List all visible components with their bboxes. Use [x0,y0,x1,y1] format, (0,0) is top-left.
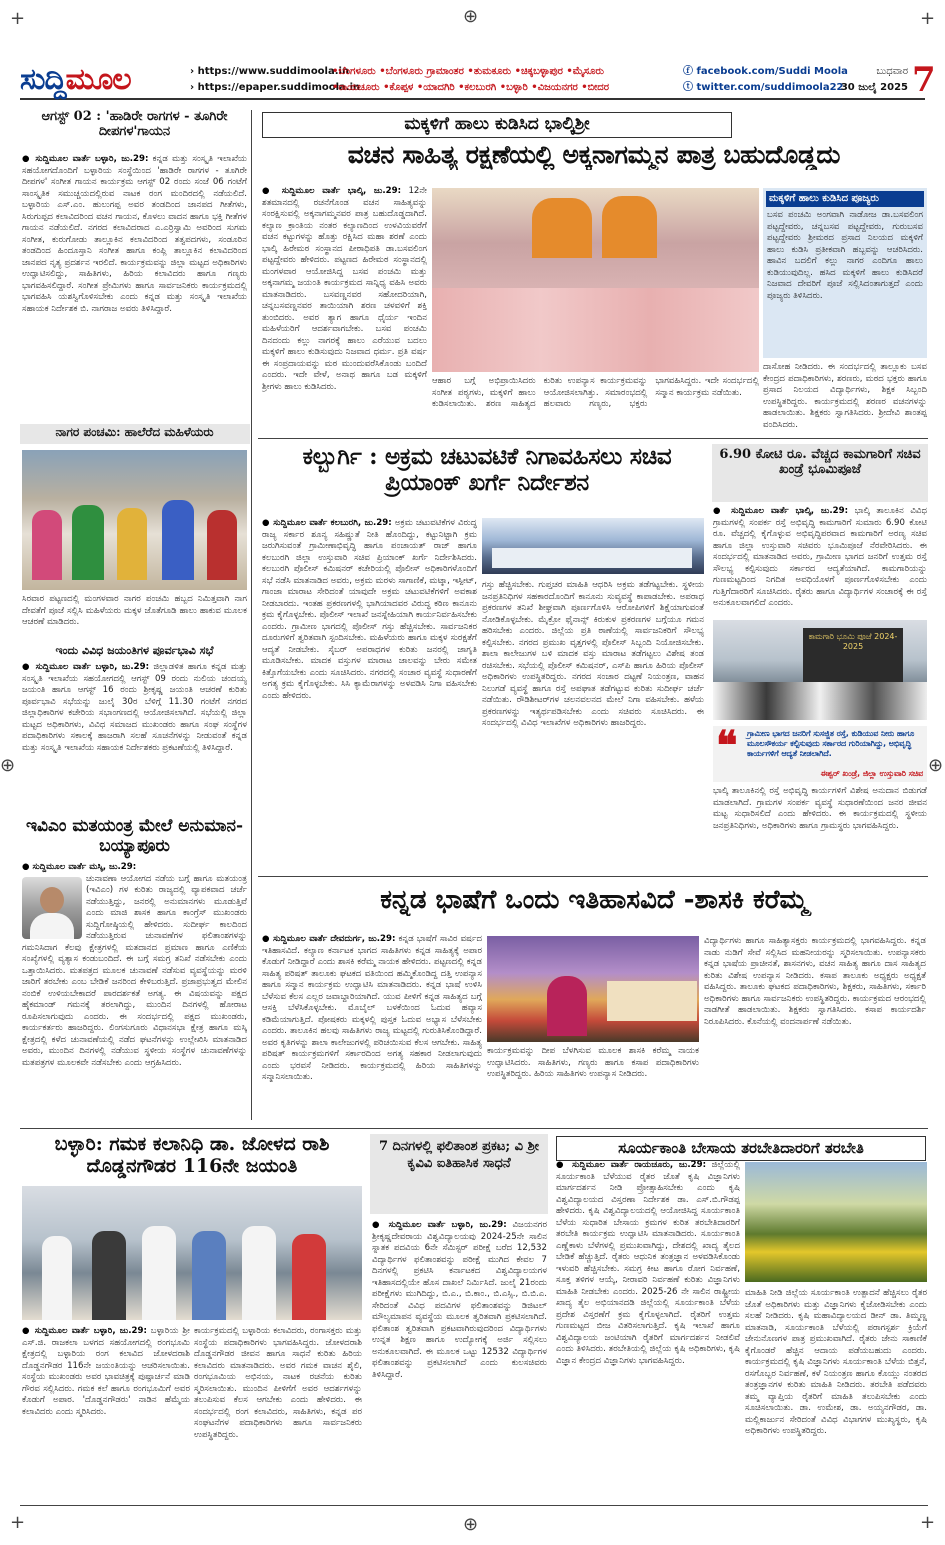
twitter-link[interactable]: ⓣ twitter.com/suddimoola22 [683,82,844,93]
article-body: ● ಸುದ್ದಿಮೂಲ ವಾರ್ತೆ ಕಲಬುರಗಿ, ಜು.29: ಅಕ್ರಮ ಚಟುವಟಿಕೆಗಳ ವಿರುದ್ಧ ರಾಜ್ಯ ಸರ್ಕಾರ ಶೂನ್ಯ ಸಹಿಷ್ಣುತೆ ನೀತಿ ಹೊಂದಿದ್ದು, ಕಟ್ಟುನಿಟ್ಟಾಗಿ ಕ್ರಮ ಜರುಗಿಸುವಂತೆ ಗ್ರಾಮೀಣಾಭಿವೃದ್ಧಿ ಹಾಗೂ ಪಂಚಾಯತ್ ರಾಜ್ ಹಾಗೂ ಕಲಬುರಗಿ ಜಿಲ್ಲಾ ಉಸ್ತುವಾರಿ ಸಚಿವ ಪ್ರಿಯಾಂಕ್ ಖರ್ಗೆ ನಿರ್ದೇಶಿಸಿದರು. ಕಲಬುರಗಿ ಪೊಲೀಸ್ ಕಮಿಷನರ್ ಕಚೇರಿಯಲ್ಲಿ ಪೊಲೀಸ್ ಅಧಿಕಾರಿಗಳೊಂದಿಗೆ ಸಭೆ ನಡೆಸಿ ಮಾತನಾಡಿದ ಅವರು, ಅಕ್ರಮ ಮರಳು ಸಾಗಾಣಿಕೆ, ಮಟ್ಕಾ, ಇಸ್ಪೀಟ್, ಗಾಂಜಾ ಮಾರಾಟ ಸೇರಿದಂತೆ ಯಾವುದೇ ಅಕ್ರಮ ಚಟುವಟಿಕೆಗಳಿಗೆ ಅವಕಾಶ ನೀಡಬಾರದು. ಇಂತಹ ಪ್ರಕರಣಗಳಲ್ಲಿ ಭಾಗಿಯಾದವರ ವಿರುದ್ಧ ಕಠಿಣ ಕಾನೂನು ಕ್ರಮ ಕೈಗೊಳ್ಳಬೇಕು. ಪೊಲೀಸ್ ಇಲಾಖೆ ಜನಸ್ನೇಹಿಯಾಗಿ ಕಾರ್ಯನಿರ್ವಹಿಸಬೇಕು ಎಂದರು. ಗ್ರಾಮೀಣ ಭಾಗದಲ್ಲಿ ಪೊಲೀಸ್ ಗಸ್ತು ಹೆಚ್ಚಿಸಬೇಕು. ಸಾರ್ವಜನಿಕರ ದೂರುಗಳಿಗೆ ತ್ವರಿತವಾಗಿ ಸ್ಪಂದಿಸಬೇಕು. ಮಹಿಳೆಯರು ಹಾಗೂ ಮಕ್ಕಳ ಸುರಕ್ಷತೆಗೆ ಆದ್ಯತೆ ನೀಡಬೇಕು. ಸೈಬರ್ ಅಪರಾಧಗಳ ಕುರಿತು ಜನರಲ್ಲಿ ಜಾಗೃತಿ ಮೂಡಿಸಬೇಕು. ಮಾದಕ ವಸ್ತುಗಳ ಮಾರಾಟ ಜಾಲವನ್ನು ಬೇರು ಸಮೇತ ಕಿತ್ತೊಗೆಯಬೇಕು ಎಂದು ಸೂಚಿಸಿದರು. ನಗರದಲ್ಲಿ ಸಂಚಾರ ವ್ಯವಸ್ಥೆ ಸುಧಾರಣೆಗೆ ಅಗತ್ಯ ಕ್ರಮ ಕೈಗೊಳ್ಳಬೇಕು. ಸಿಸಿ ಕ್ಯಾಮೆರಾಗಳನ್ನು ಅಳವಡಿಸಿ ನಿಗಾ ವಹಿಸಬೇಕು ಎಂದು ಹೇಳಿದರು. [262,518,477,701]
quote-text: ಗ್ರಾಮೀಣ ಭಾಗದ ಜನರಿಗೆ ಸುಸಜ್ಜಿತ ರಸ್ತೆ, ಕುಡಿಯುವ ನೀರು ಹಾಗೂ ಮೂಲಸೌಕರ್ಯ ಕಲ್ಪಿಸುವುದು ಸರ್ಕಾರದ ಗುರಿಯಾಗಿದ್ದು, ಅಭಿವೃದ್ಧಿ ಕಾರ್ಯಗಳಿಗೆ ಆದ್ಯತೆ ನೀಡಲಾಗಿದೆ. [747,729,915,758]
epaper-url[interactable]: › https://epaper.suddimoola.in [190,82,361,93]
story-headline: 7 ದಿನಗಳಲ್ಲಿ ಫಲಿತಾಂಶ ಪ್ರಕಟ; ವಿ ಶ್ರೀ ಕೃವಿವಿ ಐತಿಹಾಸಿಕ ಸಾಧನೆ [378,1139,540,1171]
article-body: ● ಸುದ್ದಿಮೂಲ ವಾರ್ತೆ ಭಾಲ್ಕಿ, ಜು.29: 12ನೇ ಶತಮಾನದಲ್ಲಿ ರಚನೆಗೊಂಡ ವಚನ ಸಾಹಿತ್ಯವನ್ನು ಸಂರಕ್ಷಿಸುವಲ್ಲಿ ಅಕ್ಕನಾಗಮ್ಮನವರ ಪಾತ್ರ ಬಹುದೊಡ್ಡದಾಗಿದೆ. ಕಲ್ಯಾಣ ಕ್ರಾಂತಿಯ ನಂತರ ಕಲ್ಯಾಣದಿಂದ ಉಳವಿಯವರೆಗೆ ವಚನ ಕಟ್ಟುಗಳನ್ನು ಹೊತ್ತು ರಕ್ಷಿಸಿದ ಮಹಾ ಶರಣೆ ಎಂದು ಭಾಲ್ಕಿ ಹಿರೇಮಠ ಸಂಸ್ಥಾನದ ಪೀಠಾಧಿಪತಿ ಡಾ.ಬಸವಲಿಂಗ ಪಟ್ಟದ್ದೇವರು ಹೇಳಿದರು. ಪಟ್ಟಣದ ಹಿರೇಮಠ ಸಂಸ್ಥಾನದಲ್ಲಿ ಮಂಗಳವಾರ ಆಯೋಜಿಸಿದ್ದ ಬಸವ ಪಂಚಮಿ ಮತ್ತು ಅಕ್ಕನಾಗಮ್ಮ ಜಯಂತಿ ಕಾರ್ಯಕ್ರಮದ ಸಾನ್ನಿಧ್ಯ ವಹಿಸಿ ಅವರು ಮಾತನಾಡಿದರು. ಬಸವಣ್ಣನವರ ಸಹೋದರಿಯಾಗಿ, ಚನ್ನಬಸವಣ್ಣನವರ ತಾಯಿಯಾಗಿ ಶರಣ ಚಳವಳಿಗೆ ಶಕ್ತಿ ತುಂಬಿದರು. ಅವರ ತ್ಯಾಗ ಹಾಗೂ ಧೈರ್ಯ ಇಂದಿನ ಮಹಿಳೆಯರಿಗೆ ಆದರ್ಶವಾಗಬೇಕು. ಬಸವ ಪಂಚಮಿ ದಿನದಂದು ಕಲ್ಲು ನಾಗರಕ್ಕೆ ಹಾಲು ಎರೆಯುವ ಬದಲು ಮಕ್ಕಳಿಗೆ ಹಾಲು ಕುಡಿಸುವುದು ನಿಜವಾದ ಧರ್ಮ. ಪ್ರತಿ ವರ್ಷ ಈ ಸಂಪ್ರದಾಯವನ್ನು ಮಠ ಮುಂದುವರೆಸಿಕೊಂಡು ಬಂದಿದೆ ಎಂದರು. ಇದೇ ವೇಳೆ, ಅನಾಥ ಹಾಗೂ ಬಡ ಮಕ್ಕಳಿಗೆ ಶ್ರೀಗಳು ಹಾಲು ಕುಡಿಸಿದರು. [262,186,427,392]
facebook-link[interactable]: ⓕ facebook.com/Suddi Moola [683,66,848,77]
quote-attribution: ಈಶ್ವರ್ ಖಂಡ್ರೆ, ಜಿಲ್ಲಾ ಉಸ್ತುವಾರಿ ಸಚಿವ [820,769,923,778]
children-milk-photo [432,188,759,372]
twitter-icon: ⓣ [683,82,693,93]
page-number: 7 [912,60,936,100]
nagara-panchami-photo [22,450,247,590]
sunflower-field-photo [745,1162,927,1282]
article-body: ● ಸುದ್ದಿಮೂಲ ವಾರ್ತೆ ಬಳ್ಳಾರಿ, ಜು.29: ಕನ್ನಡ ಮತ್ತು ಸಂಸ್ಕೃತಿ ಇಲಾಖೆಯ ಸಹಯೋಗದೊಂದಿಗೆ ಬಳ್ಳಾರಿಯ ಸಂಸ್ಥೆಯಿಂದ 'ಹಾಡಿರೇ ರಾಗಗಳ - ತೂಗಿರೇ ದೀಪಗಳ' ಸಂಗೀತ ಗಾಯನ ಕಾರ್ಯಕ್ರಮ ಆಗಸ್ಟ್ 02 ರಂದು ಸಂಜೆ 06 ಗಂಟೆಗೆ ಸಾಂಸ್ಕೃತಿಕ ಸಮುಚ್ಚಯದಲ್ಲಿರುವ ನಾಟಕ ರಂಗ ಮಂದಿರದಲ್ಲಿ ನಡೆಯಲಿದೆ. ಬಳ್ಳಾರಿಯ ಎಸ್.ಎಂ. ಹುಲುಗಪ್ಪ ಅವರ ತಂಡದಿಂದ ಜಾನಪದ ಗೀತೆಗಳು, ಸಿರುಗುಪ್ಪದ ಕಲಾವಿದರಿಂದ ವಚನ ಗಾಯನ, ಕೊಳಲು ವಾದನ ಹಾಗೂ ಭಕ್ತಿ ಗೀತೆಗಳ ಗಾಯನ ನಡೆಯಲಿದೆ. ನಗರದ ಕಲಾವಿದರಾದ ಎ.ಎರ್ರಿಸ್ವಾಮಿ ಅವರಿಂದ ಸುಗಮ ಸಂಗೀತ, ಕುರುಗೋಡು ತಾಲ್ಲೂಕಿನ ಕಲಾವಿದರಿಂದ ತತ್ವಪದಗಳು, ಸಂಡೂರಿನ ತಂಡದಿಂದ ಹಿಂದೂಸ್ತಾನಿ ಸಂಗೀತ ಹಾಗೂ ಕಂಪ್ಲಿ ತಾಲ್ಲೂಕಿನ ಕಲಾವಿದರಿಂದ ಜಾನಪದ ನೃತ್ಯ ಪ್ರದರ್ಶನ ಇರಲಿದೆ. ಕಾರ್ಯಕ್ರಮವನ್ನು ಜಿಲ್ಲಾ ಮಟ್ಟದ ಅಧಿಕಾರಿಗಳು ಉದ್ಘಾಟಿಸಲಿದ್ದು, ಸಾಹಿತಿಗಳು, ಹಿರಿಯ ಕಲಾವಿದರು ಹಾಗೂ ಗಣ್ಯರು ಭಾಗವಹಿಸಲಿದ್ದಾರೆ. ಸಂಗೀತ ಪ್ರೇಮಿಗಳು ಹಾಗೂ ಸಾರ್ವಜನಿಕರು ಕಾರ್ಯಕ್ರಮದಲ್ಲಿ ಭಾಗವಹಿಸಿ ಯಶಸ್ವಿಗೊಳಿಸಬೇಕು ಎಂದು ಕನ್ನಡ ಮತ್ತು ಸಂಸ್ಕೃತಿ ಇಲಾಖೆಯ ಸಹಾಯಕ ನಿರ್ದೇಶಕ ಬಿ. ನಾಗರಾಜ ಅವರು ತಿಳಿಸಿದ್ದಾರೆ. [22,154,247,314]
article-headline: ಇವಿಎಂ ಮತಯಂತ್ರ ಮೇಲೆ ಅನುಮಾನ- ಬಯ್ಯಾಪೂರು [25,816,244,856]
registration-mark: ⊕ [463,6,479,27]
article-body: ● ಸುದ್ದಿಮೂಲ ವಾರ್ತೆ ಬಳ್ಳಾರಿ, ಜು.29: ಬಳ್ಳಾರಿಯ ಶ್ರೀ ಎಸ್.ಜಿ. ರಾಜಕಲಾ ಬಳಗದ ಸಹಯೋಗದಲ್ಲಿ ರಂಗಭೂಮಿ ಕ್ಷೇತ್ರದಲ್ಲಿ ಬಳ್ಳಾರಿಯ ರಂಗ ಕಲಾವಿದ ಜೋಳದರಾಶಿ ದೊಡ್ಡನಗೌಡರ 116ನೇ ಜಯಂತಿಯನ್ನು ಆಚರಿಸಲಾಯಿತು. ಸಂಸ್ಥೆಯ ಮುಖಂಡರು ಅವರ ಭಾವಚಿತ್ರಕ್ಕೆ ಪುಷ್ಪಾರ್ಚನೆ ಮಾಡಿ ಗೌರವ ಸಲ್ಲಿಸಿದರು. ಗಮಕ ಕಲೆ ಹಾಗೂ ರಂಗಭೂಮಿಗೆ ಅವರ ಕೊಡುಗೆ ಅಪಾರ. 'ದೊಡ್ಡನಗೌಡರು' ನಾಡಿನ ಹೆಮ್ಮೆಯ ಕಲಾವಿದರು ಎಂದು ಸ್ಮರಿಸಿದರು. [22,1326,190,1417]
article-body: ● ಸುದ್ದಿಮೂಲ ವಾರ್ತೆ ರಾಯಚೂರು, ಜು.29: ಜಿಲ್ಲೆಯಲ್ಲಿ ಸೂರ್ಯಕಾಂತಿ ಬೆಳೆಯುವ ರೈತರ ಜೊತೆ ಕೃಷಿ ವಿಜ್ಞಾನಿಗಳು ಮಾರ್ಗದರ್ಶನ ನೀಡಿ ಪ್ರೋತ್ಸಾಹಿಸಬೇಕು ಎಂದು ಕೃಷಿ ವಿಶ್ವವಿದ್ಯಾಲಯದ ವಿಸ್ತರಣಾ ನಿರ್ದೇಶಕ ಡಾ. ಎಸ್.ಬಿ.ಗೌಡಪ್ಪ ಹೇಳಿದರು. ಕೃಷಿ ವಿಶ್ವವಿದ್ಯಾಲಯದಲ್ಲಿ ಆಯೋಜಿಸಿದ್ದ ಸೂರ್ಯಕಾಂತಿ ಬೆಳೆಯ ಸುಧಾರಿತ ಬೇಸಾಯ ಕ್ರಮಗಳ ಕುರಿತ ತರಬೇತಿದಾರರಿಗೆ ತರಬೇತಿ ಕಾರ್ಯಕ್ರಮ ಉದ್ಘಾಟಿಸಿ ಮಾತನಾಡಿದರು. ಸೂರ್ಯಕಾಂತಿ ಎಣ್ಣೆಕಾಳು ಬೆಳೆಗಳಲ್ಲಿ ಪ್ರಮುಖವಾಗಿದ್ದು, ದೇಶದಲ್ಲಿ ಖಾದ್ಯ ತೈಲದ ಬೇಡಿಕೆ ಹೆಚ್ಚುತ್ತಿದೆ. ರೈತರು ಆಧುನಿಕ ತಂತ್ರಜ್ಞಾನ ಅಳವಡಿಸಿಕೊಂಡು ಇಳುವರಿ ಹೆಚ್ಚಿಸಬೇಕು. ಸಮಗ್ರ ಕೀಟ ಹಾಗೂ ರೋಗ ನಿರ್ವಹಣೆ, ಸೂಕ್ತ ತಳಿಗಳ ಆಯ್ಕೆ, ನೀರಾವರಿ ನಿರ್ವಹಣೆ ಕುರಿತು ವಿಜ್ಞಾನಿಗಳು ಮಾಹಿತಿ ನೀಡಬೇಕು ಎಂದರು. 2025-26 ನೇ ಸಾಲಿನ ರಾಷ್ಟ್ರೀಯ ಖಾದ್ಯ ತೈಲ ಅಭಿಯಾನದಡಿ ಜಿಲ್ಲೆಯಲ್ಲಿ ಸೂರ್ಯಕಾಂತಿ ಬೆಳೆಯ ಪ್ರದೇಶ ವಿಸ್ತರಣೆಗೆ ಕ್ರಮ ಕೈಗೊಳ್ಳಲಾಗಿದೆ. ರೈತರಿಗೆ ಉತ್ತಮ ಗುಣಮಟ್ಟದ ಬೀಜ ವಿತರಿಸಲಾಗುತ್ತಿದೆ. ಕೃಷಿ ಇಲಾಖೆ ಹಾಗೂ ವಿಶ್ವವಿದ್ಯಾಲಯ ಜಂಟಿಯಾಗಿ ರೈತರಿಗೆ ಮಾರ್ಗದರ್ಶನ ನೀಡಲಿವೆ ಎಂದು ತಿಳಿಸಿದರು. ತರಬೇತಿಯಲ್ಲಿ ಜಿಲ್ಲೆಯ ಕೃಷಿ ಅಧಿಕಾರಿಗಳು, ಕೃಷಿ ವಿಜ್ಞಾನ ಕೇಂದ್ರದ ವಿಜ್ಞಾನಿಗಳು ಭಾಗವಹಿಸಿದ್ದರು. [556,1160,740,1366]
registration-mark: + [920,1512,936,1533]
sidebar-headline: ಮಕ್ಕಳಿಗೆ ಹಾಲು ಕುಡಿಸಿದ ಪೂಜ್ಯರು [766,191,924,207]
issue-date: ಬುಧವಾರ 30 ಜುಲೈ 2025 [840,66,908,93]
photo-caption: ಸಿರವಾರ ಪಟ್ಟಣದಲ್ಲಿ ಮಂಗಳವಾರ ನಾಗರ ಪಂಚಮಿ ಹಬ್ಬದ ನಿಮಿತ್ತವಾಗಿ ನಾಗ ದೇವತೆಗೆ ಪೂಜೆ ಸಲ್ಲಿಸಿ ಮಹಿಳೆಯರು ಮಕ್ಕಳ ಜೊತೆಗೂಡಿ ಹಾಲು ಹಾಕುವ ಮೂಲಕ ಆಚರಣೆ ಮಾಡಿದರು. [22,594,247,627]
article-headline: ಆಗಸ್ಟ್ 02 : 'ಹಾಡಿರೇ ರಾಗಗಳ - ತೂಗಿರೇ ದೀಪಗಳ'ಗಾಯನ [41,109,228,139]
story-headline: 6.90 ಕೋಟಿ ರೂ. ವೆಚ್ಚದ ಕಾಮಗಾರಿಗೆ ಸಚಿವ ಖಂಡ್ರೆ ಭೂಮಿಪೂಜೆ [719,447,921,477]
article-body: ಕಾರ್ಯಕ್ರಮದಲ್ಲಿ ಬಳ್ಳಾರಿಯ ಕಲಾವಿದರು, ರಂಗಾಸಕ್ತರು ಮತ್ತು ಸಂಸ್ಥೆಯ ಪದಾಧಿಕಾರಿಗಳು ಭಾಗವಹಿಸಿದ್ದರು. ಜೋಳದರಾಶಿ ದೊಡ್ಡನಗೌಡರ ಜೀವನ ಹಾಗೂ ಸಾಧನೆ ಕುರಿತು ಹಿರಿಯ ಕಲಾವಿದರು ಮಾತನಾಡಿದರು. ಅವರ ಗಮಕ ವಾಚನ ಶೈಲಿ, ರಂಗಭೂಮಿಯ ಅಭಿನಯ, ನಾಟಕ ರಚನೆಯ ಕುರಿತು ಸ್ಮರಿಸಲಾಯಿತು. ಮುಂದಿನ ಪೀಳಿಗೆಗೆ ಅವರ ಆದರ್ಶಗಳನ್ನು ತಲುಪಿಸುವ ಕೆಲಸ ಆಗಬೇಕು ಎಂದು ಹೇಳಿದರು. ಈ ಸಂದರ್ಭದಲ್ಲಿ ರಂಗ ಕಲಾವಿದರು, ಸಾಹಿತಿಗಳು, ಕನ್ನಡ ಪರ ಸಂಘಟನೆಗಳ ಪದಾಧಿಕಾರಿಗಳು ಹಾಗೂ ಸಾರ್ವಜನಿಕರು ಉಪಸ್ಥಿತರಿದ್ದರು. [194,1326,362,1440]
quote-icon: ❝ [716,722,738,769]
story-headline: ಸೂರ್ಯಕಾಂತಿ ಬೇಸಾಯ ತರಬೇತಿದಾರರಿಗೆ ತರಬೇತಿ [556,1136,926,1161]
photo-caption: ಕಾರ್ಯಕ್ರಮವನ್ನು ದೀಪ ಬೆಳಗಿಸುವ ಮೂಲಕ ಶಾಸಕಿ ಕರೆಮ್ಮ ನಾಯಕ ಉದ್ಘಾಟಿಸಿದರು. ಸಾಹಿತಿಗಳು, ಗಣ್ಯರು ಹಾಗೂ ಕಸಾಪ ಪದಾಧಿಕಾರಿಗಳು ಉಪಸ್ಥಿತರಿದ್ದರು. ಹಿರಿಯ ಸಾಹಿತಿಗಳು ಉಪನ್ಯಾಸ ನೀಡಿದರು. [487,1046,699,1079]
story-headline: ಕಲ್ಬುರ್ಗಿ : ಅಕ್ರಮ ಚಟುವಟಿಕೆ ನಿಗಾವಹಿಸಲು ಸಚಿವ ಪ್ರಿಯಾಂಕ್ ಖರ್ಗೆ ನಿರ್ದೇಶನ [302,443,672,497]
article-body: ● ಸುದ್ದಿಮೂಲ ವಾರ್ತೆ ಭಾಲ್ಕಿ, ಜು.29: ಭಾಲ್ಕಿ ತಾಲೂಕಿನ ವಿವಿಧ ಗ್ರಾಮಗಳಲ್ಲಿ ಸಂಪರ್ಕ ರಸ್ತೆ ಅಭಿವೃದ್ಧಿ ಕಾಮಗಾರಿಗೆ ಸುಮಾರು 6.90 ಕೋಟಿ ರೂ. ವೆಚ್ಚದಲ್ಲಿ ಕೈಗೊಳ್ಳುವ ಅಭಿವೃದ್ಧಿಪರವಾದ ಕಾಮಗಾರಿಗೆ ಅರಣ್ಯ ಸಚಿವ ಹಾಗೂ ಜಿಲ್ಲಾ ಉಸ್ತುವಾರಿ ಸಚಿವರು ಭೂಮಿಪೂಜೆ ನೆರವೇರಿಸಿದರು. ಈ ಸಂದರ್ಭದಲ್ಲಿ ಮಾತನಾಡಿದ ಅವರು, ಗ್ರಾಮೀಣ ಭಾಗದ ಜನರಿಗೆ ಉತ್ತಮ ರಸ್ತೆ ಸೌಲಭ್ಯ ಕಲ್ಪಿಸುವುದು ಸರ್ಕಾರದ ಆದ್ಯತೆಯಾಗಿದೆ. ಕಾಮಗಾರಿಯನ್ನು ಗುಣಮಟ್ಟದಿಂದ ನಿಗದಿತ ಅವಧಿಯೊಳಗೆ ಪೂರ್ಣಗೊಳಿಸಬೇಕು ಎಂದು ಗುತ್ತಿಗೆದಾರರಿಗೆ ಸೂಚಿಸಿದರು. ರೈತರು ಹಾಗೂ ವಿದ್ಯಾರ್ಥಿಗಳ ಸಂಚಾರಕ್ಕೆ ಈ ರಸ್ತೆ ಅನುಕೂಲವಾಗಲಿದೆ ಎಂದರು. [713,506,927,608]
story-headline: ವಚನ ಸಾಹಿತ್ಯ ರಕ್ಷಣೆಯಲ್ಲಿ ಅಕ್ಕನಾಗಮ್ಮನ ಪಾತ್ರ ಬಹುದೊಡ್ಡದು [347,141,841,169]
plaque-banner: ಕಾಮಗಾರಿ ಭೂಮಿ ಪೂಜೆ 2024-2025 [803,628,903,682]
article-body: ಭಾಲ್ಕಿ ತಾಲೂಕಿನಲ್ಲಿ ರಸ್ತೆ ಅಭಿವೃದ್ಧಿ ಕಾರ್ಯಗಳಿಗೆ ವಿಶೇಷ ಅನುದಾನ ಬಿಡುಗಡೆ ಮಾಡಲಾಗಿದೆ. ಗ್ರಾಮಗಳ ಸಂಪರ್ಕ ವ್ಯವಸ್ಥೆ ಸುಧಾರಣೆಯಿಂದ ಜನರ ಜೀವನ ಮಟ್ಟ ಸುಧಾರಿಸಲಿದೆ ಎಂದು ಹೇಳಿದರು. ಈ ಕಾರ್ಯಕ್ರಮದಲ್ಲಿ ಸ್ಥಳೀಯ ಜನಪ್ರತಿನಿಧಿಗಳು, ಅಧಿಕಾರಿಗಳು ಹಾಗೂ ಗ್ರಾಮಸ್ಥರು ಭಾಗವಹಿಸಿದ್ದರು. [713,786,927,831]
article-headline: ನಾಗರ ಪಂಚಮಿ: ಹಾಲೆರೆದ ಮಹಿಳೆಯರು [55,425,214,439]
article-body: ● ಸುದ್ದಿಮೂಲ ವಾರ್ತೆ ದೇವದುರ್ಗ, ಜು.29: ಕನ್ನಡ ಭಾಷೆಗೆ ಸಾವಿರ ವರ್ಷದ ಇತಿಹಾಸವಿದೆ. ಕಲ್ಯಾಣ ಕರ್ನಾಟಕ ಭಾಗದ ಸಾಹಿತಿಗಳು ಕನ್ನಡ ಸಾಹಿತ್ಯಕ್ಕೆ ಅಪಾರ ಕೊಡುಗೆ ನೀಡಿದ್ದಾರೆ ಎಂದು ಶಾಸಕಿ ಕರೆಮ್ಮ ನಾಯಕ ಹೇಳಿದರು. ಪಟ್ಟಣದಲ್ಲಿ ಕನ್ನಡ ಸಾಹಿತ್ಯ ಪರಿಷತ್ ತಾಲೂಕು ಘಟಕದ ವತಿಯಿಂದ ಹಮ್ಮಿಕೊಂಡಿದ್ದ ದತ್ತಿ ಉಪನ್ಯಾಸ ಹಾಗೂ ಸನ್ಮಾನ ಕಾರ್ಯಕ್ರಮ ಉದ್ಘಾಟಿಸಿ ಮಾತನಾಡಿದರು. ಕನ್ನಡ ಭಾಷೆ ಉಳಿಸಿ ಬೆಳೆಸುವ ಕೆಲಸ ಎಲ್ಲರ ಜವಾಬ್ದಾರಿಯಾಗಿದೆ. ಯುವ ಪೀಳಿಗೆ ಕನ್ನಡ ಸಾಹಿತ್ಯದ ಬಗ್ಗೆ ಆಸಕ್ತಿ ಬೆಳೆಸಿಕೊಳ್ಳಬೇಕು. ಮೊಬೈಲ್ ಬಳಕೆಯಿಂದ ಓದುವ ಹವ್ಯಾಸ ಕಡಿಮೆಯಾಗುತ್ತಿದೆ. ಪೋಷಕರು ಮಕ್ಕಳಲ್ಲಿ ಪುಸ್ತಕ ಓದುವ ಅಭ್ಯಾಸ ಬೆಳೆಸಬೇಕು ಎಂದರು. ತಾಲೂಕಿನ ಹಲವು ಸಾಹಿತಿಗಳು ರಾಜ್ಯ ಮಟ್ಟದಲ್ಲಿ ಗುರುತಿಸಿಕೊಂಡಿದ್ದಾರೆ. ಅವರ ಕೃತಿಗಳನ್ನು ಶಾಲಾ ಕಾಲೇಜುಗಳಲ್ಲಿ ಪರಿಚಯಿಸುವ ಕೆಲಸ ಆಗಬೇಕು. ಸಾಹಿತ್ಯ ಪರಿಷತ್ ಕಾರ್ಯಕ್ರಮಗಳಿಗೆ ಸರ್ಕಾರದಿಂದ ಅಗತ್ಯ ಸಹಕಾರ ನೀಡಲಾಗುವುದು ಎಂದು ಭರವಸೆ ನೀಡಿದರು. ಕಾರ್ಯಕ್ರಮದಲ್ಲಿ ಹಿರಿಯ ಸಾಹಿತಿಗಳನ್ನು ಸನ್ಮಾನಿಸಲಾಯಿತು. [262,934,482,1082]
story-headline: ಕನ್ನಡ ಭಾಷೆಗೆ ಒಂದು ಇತಿಹಾಸವಿದೆ -ಶಾಸಕಿ ಕರೆಮ್ಮ [380,886,808,915]
registration-mark: ⊕ [463,1514,479,1535]
facebook-icon: ⓕ [683,66,693,77]
article-body: ● ಸುದ್ದಿಮೂಲ ವಾರ್ತೆ ಮಸ್ಕಿ, ಜು.29: ಚುನಾವಣಾ ಆಯೋಗದ ನಡೆಯ ಬಗ್ಗೆ ಹಾಗೂ ಮತಯಂತ್ರ (ಇವಿಎಂ) ಗಳ ಕುರಿತು ರಾಜ್ಯದಲ್ಲಿ ವ್ಯಾಪಕವಾದ ಚರ್ಚೆ ನಡೆಯುತ್ತಿದ್ದು, ಜನರಲ್ಲಿ ಅನುಮಾನಗಳು ಮೂಡುತ್ತಿವೆ ಎಂದು ಮಾಜಿ ಶಾಸಕ ಹಾಗೂ ಕಾಂಗ್ರೆಸ್ ಮುಖಂಡರು ಸುದ್ದಿಗೋಷ್ಠಿಯಲ್ಲಿ ಹೇಳಿದರು. ಸುದೀರ್ಘ ಕಾಲದಿಂದ ನಡೆಯುತ್ತಿರುವ ಚುನಾವಣೆಗಳ ಫಲಿತಾಂಶಗಳನ್ನು ಗಮನಿಸಿದಾಗ ಕೆಲವು ಕ್ಷೇತ್ರಗಳಲ್ಲಿ ಮತದಾನದ ಪ್ರಮಾಣ ಹಾಗೂ ಎಣಿಕೆಯ ಸಂಖ್ಯೆಗಳಲ್ಲಿ ವ್ಯತ್ಯಾಸ ಕಂಡುಬಂದಿದೆ. ಈ ಬಗ್ಗೆ ಸಮಗ್ರ ತನಿಖೆ ನಡೆಸಬೇಕು ಎಂದು ಒತ್ತಾಯಿಸಿದರು. ಮತಪತ್ರದ ಮೂಲಕ ಚುನಾವಣೆ ನಡೆಸುವ ವ್ಯವಸ್ಥೆಯನ್ನು ಮರಳಿ ಜಾರಿಗೆ ತರಬೇಕು ಎಂಬ ಬೇಡಿಕೆ ಜನರಿಂದ ಕೇಳಿಬರುತ್ತಿದೆ. ಪ್ರಜಾಪ್ರಭುತ್ವದ ಮೇಲಿನ ನಂಬಿಕೆ ಉಳಿಯಬೇಕಾದರೆ ಪಾರದರ್ಶಕತೆ ಅಗತ್ಯ. ಈ ವಿಷಯವನ್ನು ಪಕ್ಷದ ಹೈಕಮಾಂಡ್ ಗಮನಕ್ಕೆ ತರಲಾಗಿದ್ದು, ಮುಂದಿನ ದಿನಗಳಲ್ಲಿ ಹೋರಾಟ ರೂಪಿಸಲಾಗುವುದು ಎಂದರು. ಈ ಸಂದರ್ಭದಲ್ಲಿ ಪಕ್ಷದ ಮುಖಂಡರು, ಕಾರ್ಯಕರ್ತರು ಹಾಜರಿದ್ದರು. ಲಿಂಗಸುಗೂರು ವಿಧಾನಸಭಾ ಕ್ಷೇತ್ರ ಹಾಗೂ ಮಸ್ಕಿ ಕ್ಷೇತ್ರದಲ್ಲಿ ಕಳೆದ ಚುನಾವಣೆಯಲ್ಲಿ ನಡೆದ ಘಟನೆಗಳನ್ನು ಉಲ್ಲೇಖಿಸಿ ಮಾತನಾಡಿದ ಅವರು, ಮುಂದಿನ ದಿನಗಳಲ್ಲಿ ನಡೆಯುವ ಸ್ಥಳೀಯ ಸಂಸ್ಥೆಗಳ ಚುನಾವಣೆಗಳನ್ನು ಮತಪತ್ರಗಳ ಮೂಲಕವೇ ನಡೆಸಬೇಕು ಎಂದು ಆಗ್ರಹಿಸಿದರು. [22,862,247,1068]
kannada-event-photo [487,936,699,1042]
masthead [20,60,936,100]
registration-mark: + [10,1512,26,1533]
article-body: ● ಸುದ್ದಿಮೂಲ ವಾರ್ತೆ ಬಳ್ಳಾರಿ, ಜು.29: ವಿಜಯನಗರ ಶ್ರೀಕೃಷ್ಣದೇವರಾಯ ವಿಶ್ವವಿದ್ಯಾಲಯವು 2024-25ನೇ ಸಾಲಿನ ಸ್ನಾತಕ ಪದವಿಯ 6ನೇ ಸೆಮಿಸ್ಟರ್ ಪರೀಕ್ಷೆ ಬರೆದ 12,532 ವಿದ್ಯಾರ್ಥಿಗಳ ಫಲಿತಾಂಶವನ್ನು ಪರೀಕ್ಷೆ ಮುಗಿದ ಕೇವಲ 7 ದಿನಗಳಲ್ಲಿ ಪ್ರಕಟಿಸಿ ಕರ್ನಾಟಕದ ವಿಶ್ವವಿದ್ಯಾಲಯಗಳ ಇತಿಹಾಸದಲ್ಲಿಯೇ ಹೊಸ ದಾಖಲೆ ನಿರ್ಮಿಸಿದೆ. ಜುಲೈ 21ರಂದು ಪರೀಕ್ಷೆಗಳು ಮುಗಿದಿದ್ದು, ಬಿ.ಎ., ಬಿ.ಕಾಂ., ಬಿ.ಎಸ್ಸಿ., ಬಿ.ಬಿ.ಎ. ಸೇರಿದಂತೆ ವಿವಿಧ ಪದವಿಗಳ ಫಲಿತಾಂಶವನ್ನು ಡಿಜಿಟಲ್ ಮೌಲ್ಯಮಾಪನ ವ್ಯವಸ್ಥೆಯ ಮೂಲಕ ತ್ವರಿತವಾಗಿ ಪ್ರಕಟಿಸಲಾಗಿದೆ. ಫಲಿತಾಂಶ ತ್ವರಿತವಾಗಿ ಪ್ರಕಟವಾಗಿರುವುದರಿಂದ ವಿದ್ಯಾರ್ಥಿಗಳು ಉನ್ನತ ಶಿಕ್ಷಣ ಹಾಗೂ ಉದ್ಯೋಗಕ್ಕೆ ಅರ್ಜಿ ಸಲ್ಲಿಸಲು ಅನುಕೂಲವಾಗಿದೆ. ಈ ಮೂಲಕ ಒಟ್ಟು 12532 ವಿದ್ಯಾರ್ಥಿಗಳ ಫಲಿತಾಂಶವನ್ನು ಪ್ರಕಟಿಸಲಾಗಿದೆ ಎಂದು ಕುಲಸಚಿವರು ತಿಳಿಸಿದ್ದಾರೆ. [372,1220,547,1380]
registration-mark: + [10,8,26,29]
ground-breaking-photo [713,620,927,720]
registration-mark: ⊕ [928,755,944,776]
quote-box [713,722,927,782]
article-body: ಮಾಹಿತಿ ನೀಡಿ ಜಿಲ್ಲೆಯ ಸೂರ್ಯಕಾಂತಿ ಉತ್ಪಾದನೆ ಹೆಚ್ಚಿಸಲು ರೈತರ ಜೊತೆ ಅಧಿಕಾರಿಗಳು ಮತ್ತು ವಿಜ್ಞಾನಿಗಳು ಕೈಜೋಡಿಸಬೇಕು ಎಂದು ಸಲಹೆ ನೀಡಿದರು. ಕೃಷಿ ಮಹಾವಿದ್ಯಾಲಯದ ಡೀನ್ ಡಾ. ತಿಮ್ಮಣ್ಣ ಮಾತನಾಡಿ, ಸೂರ್ಯಕಾಂತಿ ಬೆಳೆಯಲ್ಲಿ ಪರಾಗಸ್ಪರ್ಶ ಕ್ರಿಯೆಗೆ ಜೇನುನೊಣಗಳ ಪಾತ್ರ ಪ್ರಮುಖವಾಗಿದೆ. ರೈತರು ಜೇನು ಸಾಕಾಣಿಕೆ ಕೈಗೊಂಡರೆ ಹೆಚ್ಚಿನ ಆದಾಯ ಪಡೆಯಬಹುದು ಎಂದರು. ಕಾರ್ಯಕ್ರಮದಲ್ಲಿ ಕೃಷಿ ವಿಜ್ಞಾನಿಗಳು ಸೂರ್ಯಕಾಂತಿ ಬೆಳೆಯ ಬಿತ್ತನೆ, ರಸಗೊಬ್ಬರ ನಿರ್ವಹಣೆ, ಕಳೆ ನಿಯಂತ್ರಣ ಹಾಗೂ ಕೊಯ್ಲು ನಂತರದ ತಂತ್ರಜ್ಞಾನಗಳ ಕುರಿತು ಮಾಹಿತಿ ನೀಡಿದರು. ತರಬೇತಿ ಪಡೆದವರು ತಮ್ಮ ವ್ಯಾಪ್ತಿಯ ರೈತರಿಗೆ ಮಾಹಿತಿ ತಲುಪಿಸಬೇಕು ಎಂದು ಸೂಚಿಸಲಾಯಿತು. ಡಾ. ಉಮೇಶ, ಡಾ. ಅಯ್ಯನಗೌಡರ, ಡಾ. ಮಲ್ಲಿಕಾರ್ಜುನ ಸೇರಿದಂತೆ ವಿವಿಧ ವಿಭಾಗಗಳ ಮುಖ್ಯಸ್ಥರು, ಕೃಷಿ ಅಧಿಕಾರಿಗಳು ಉಪಸ್ಥಿತರಿದ್ದರು. [745,1288,927,1436]
website-url[interactable]: › https://www.suddimoola.in [190,66,350,77]
sidebar-body: ಬಸವ ಪಂಚಮಿ ಅಂಗವಾಗಿ ನಾಡೋಜ ಡಾ.ಬಸವಲಿಂಗ ಪಟ್ಟದ್ದೇವರು, ಚನ್ನಬಸವ ಪಟ್ಟದ್ದೇವರು, ಗುರುಬಸವ ಪಟ್ಟದ್ದೇವರು ಶ್ರೀಮಠದ ಪ್ರಸಾದ ನಿಲಯದ ಮಕ್ಕಳಿಗೆ ಹಾಲು ಕುಡಿಸಿ ಪ್ರತೀಕವಾಗಿ ಹಬ್ಬವನ್ನು ಆಚರಿಸಿದರು. ಹಾವಿನ ಬದಲಿಗೆ ಕಲ್ಲು ನಾಗರ ಎಂದಿಗೂ ಹಾಲು ಕುಡಿಯುವುದಿಲ್ಲ. ಹಸಿದ ಮಕ್ಕಳಿಗೆ ಹಾಲು ಕುಡಿಸಿದರೆ ನಿಜವಾದ ದೇವರಿಗೆ ಪೂಜೆ ಸಲ್ಲಿಸಿದಂತಾಗುತ್ತದೆ ಎಂದು ಪೂಜ್ಯರು ತಿಳಿಸಿದರು. [767,210,923,301]
article-body: ● ಸುದ್ದಿಮೂಲ ವಾರ್ತೆ ಬಳ್ಳಾರಿ, ಜು.29: ಜಿಲ್ಲಾಡಳಿತ ಹಾಗೂ ಕನ್ನಡ ಮತ್ತು ಸಂಸ್ಕೃತಿ ಇಲಾಖೆಯ ಸಹಯೋಗದಲ್ಲಿ ಆಗಸ್ಟ್ 09 ರಂದು ನುಲಿಯ ಚಂದಯ್ಯ ಜಯಂತಿ ಹಾಗೂ ಆಗಸ್ಟ್ 16 ರಂದು ಶ್ರೀಕೃಷ್ಣ ಜಯಂತಿ ಆಚರಣೆ ಕುರಿತು ಪೂರ್ವಭಾವಿ ಸಭೆಯನ್ನು ಜುಲೈ 30ರ ಬೆಳಿಗ್ಗೆ 11.30 ಗಂಟೆಗೆ ನಗರದ ಜಿಲ್ಲಾಧಿಕಾರಿಗಳ ಕಚೇರಿಯ ಸಭಾಂಗಣದಲ್ಲಿ ಆಯೋಜಿಸಲಾಗಿದೆ. ಸಭೆಯಲ್ಲಿ ಜಿಲ್ಲಾ ಮಟ್ಟದ ಅಧಿಕಾರಿಗಳು, ವಿವಿಧ ಸಮಾಜದ ಮುಖಂಡರು ಹಾಗೂ ಸಂಘ ಸಂಸ್ಥೆಗಳ ಪದಾಧಿಕಾರಿಗಳು ಸಕಾಲಕ್ಕೆ ಹಾಜರಾಗಿ ಸಲಹೆ ಸೂಚನೆಗಳನ್ನು ನೀಡುವಂತೆ ಕನ್ನಡ ಮತ್ತು ಸಂಸ್ಕೃತಿ ಇಲಾಖೆಯ ಸಹಾಯಕ ನಿರ್ದೇಶಕರು ಪ್ರಕಟಣೆಯಲ್ಲಿ ತಿಳಿಸಿದ್ದಾರೆ. [22,662,247,753]
article-body: ದಾಸೋಹ ನೀಡಿದರು. ಈ ಸಂದರ್ಭದಲ್ಲಿ ತಾಲ್ಲೂಕು ಬಸವ ಕೇಂದ್ರದ ಪದಾಧಿಕಾರಿಗಳು, ಶರಣರು, ಮಠದ ಭಕ್ತರು ಹಾಗೂ ಪ್ರಸಾದ ನಿಲಯದ ವಿದ್ಯಾರ್ಥಿಗಳು, ಶಿಕ್ಷಕ ಸಿಬ್ಬಂದಿ ಉಪಸ್ಥಿತರಿದ್ದರು. ಕಾರ್ಯಕ್ರಮದಲ್ಲಿ ಶರಣರ ವಚನಗಳನ್ನು ಹಾಡಲಾಯಿತು. ಶಿಕ್ಷಕರು ಸ್ವಾಗತಿಸಿದರು. ಶ್ರೀದೇವಿ ಶಾಂತಪ್ಪ ವಂದಿಸಿದರು. [763,362,927,430]
story-headline: ಬಳ್ಳಾರಿ: ಗಮಕ ಕಲಾನಿಧಿ ಡಾ. ಜೋಳದ ರಾಶಿ ದೊಡ್ಡನಗೌಡರ 116ನೇ ಜಯಂತಿ [54,1133,330,1177]
story-kicker: ಮಕ್ಕಳಿಗೆ ಹಾಲು ಕುಡಿಸಿದ ಭಾಲ್ಕಿಶ್ರೀ [262,112,732,138]
registration-mark: + [920,8,936,29]
jayanthi-photo [22,1186,362,1320]
article-headline: ಇಂದು ವಿವಿಧ ಜಯಂತಿಗಳ ಪೂರ್ವಭಾವಿ ಸಭೆ [55,644,214,657]
article-body: ವಿದ್ಯಾರ್ಥಿಗಳು ಹಾಗೂ ಸಾಹಿತ್ಯಾಸಕ್ತರು ಕಾರ್ಯಕ್ರಮದಲ್ಲಿ ಭಾಗವಹಿಸಿದ್ದರು. ಕನ್ನಡ ನಾಡು ನುಡಿಗೆ ಸೇವೆ ಸಲ್ಲಿಸಿದ ಮಹನೀಯರನ್ನು ಸ್ಮರಿಸಲಾಯಿತು. ಉಪನ್ಯಾಸಕರು ಕನ್ನಡ ಭಾಷೆಯ ಪ್ರಾಚೀನತೆ, ಶಾಸನಗಳು, ವಚನ ಸಾಹಿತ್ಯ ಹಾಗೂ ದಾಸ ಸಾಹಿತ್ಯದ ಕುರಿತು ವಿಶೇಷ ಉಪನ್ಯಾಸ ನೀಡಿದರು. ಕಸಾಪ ತಾಲೂಕು ಅಧ್ಯಕ್ಷರು ಅಧ್ಯಕ್ಷತೆ ವಹಿಸಿದ್ದರು. ತಾಲೂಕು ಘಟಕದ ಪದಾಧಿಕಾರಿಗಳು, ಶಿಕ್ಷಕರು, ಸಾಹಿತಿಗಳು, ಸರ್ಕಾರಿ ಅಧಿಕಾರಿಗಳು ಹಾಗೂ ಸಾರ್ವಜನಿಕರು ಉಪಸ್ಥಿತರಿದ್ದರು. ಕಾರ್ಯಕ್ರಮದ ಆರಂಭದಲ್ಲಿ ನಾಡಗೀತೆ ಹಾಡಲಾಯಿತು. ಶಿಕ್ಷಕರು ಸ್ವಾಗತಿಸಿದರು. ಕಸಾಪ ಕಾರ್ಯದರ್ಶಿ ನಿರೂಪಿಸಿದರು. ಕೊನೆಯಲ್ಲಿ ವಂದನಾರ್ಪಣೆ ನಡೆಯಿತು. [704,936,926,1027]
article-body: ಗಸ್ತು ಹೆಚ್ಚಿಸಬೇಕು. ಗುಪ್ತಚರ ಮಾಹಿತಿ ಆಧರಿಸಿ ಅಕ್ರಮ ತಡೆಗಟ್ಟಬೇಕು. ಸ್ಥಳೀಯ ಜನಪ್ರತಿನಿಧಿಗಳ ಸಹಕಾರದೊಂದಿಗೆ ಕಾನೂನು ಸುವ್ಯವಸ್ಥೆ ಕಾಪಾಡಬೇಕು. ಅಪರಾಧ ಪ್ರಕರಣಗಳ ತನಿಖೆ ಶೀಘ್ರವಾಗಿ ಪೂರ್ಣಗೊಳಿಸಿ ಆರೋಪಿಗಳಿಗೆ ಶಿಕ್ಷೆಯಾಗುವಂತೆ ನೋಡಿಕೊಳ್ಳಬೇಕು. ಮೈಕ್ರೋ ಫೈನಾನ್ಸ್ ಕಿರುಕುಳ ಪ್ರಕರಣಗಳ ಬಗ್ಗೆಯೂ ಗಮನ ಹರಿಸಬೇಕು ಎಂದರು. ಜಿಲ್ಲೆಯ ಪ್ರತಿ ಠಾಣೆಯಲ್ಲಿ ಸಾರ್ವಜನಿಕರಿಗೆ ಸೌಲಭ್ಯ ಕಲ್ಪಿಸಬೇಕು. ನಗರದ ಪ್ರಮುಖ ವೃತ್ತಗಳಲ್ಲಿ ಪೊಲೀಸ್ ಸಿಬ್ಬಂದಿ ನಿಯೋಜಿಸಬೇಕು. ಶಾಲಾ ಕಾಲೇಜುಗಳ ಬಳಿ ಮಾದಕ ವಸ್ತು ಮಾರಾಟ ತಡೆಗಟ್ಟಲು ವಿಶೇಷ ತಂಡ ರಚಿಸಬೇಕು. ಸಭೆಯಲ್ಲಿ ಪೊಲೀಸ್ ಕಮಿಷನರ್, ಎಸ್‌ಪಿ ಹಾಗೂ ಹಿರಿಯ ಪೊಲೀಸ್ ಅಧಿಕಾರಿಗಳು ಉಪಸ್ಥಿತರಿದ್ದರು. ನಗರದ ಸಂಚಾರ ದಟ್ಟಣೆ ನಿಯಂತ್ರಣ, ವಾಹನ ನಿಲುಗಡೆ ವ್ಯವಸ್ಥೆ ಹಾಗೂ ರಸ್ತೆ ಅಪಘಾತ ತಡೆಗಟ್ಟುವ ಕುರಿತು ಸುದೀರ್ಘ ಚರ್ಚೆ ನಡೆಯಿತು. ರೌಡಿಶೀಟರ್‌ಗಳ ಚಲನವಲನದ ಮೇಲೆ ನಿಗಾ ವಹಿಸಬೇಕು. ಹಳೆಯ ಪ್ರಕರಣಗಳನ್ನು ಇತ್ಯರ್ಥಪಡಿಸಬೇಕು ಎಂದು ಸಚಿವರು ಸೂಚಿಸಿದರು. ಈ ಸಂದರ್ಭದಲ್ಲಿ ವಿವಿಧ ಇಲಾಖೆಗಳ ಅಧಿಕಾರಿಗಳು ಹಾಜರಿದ್ದರು. [482,580,704,728]
edition-cities: •ಬೆಂಗಳೂರು •ಬೆಂಗಳೂರು ಗ್ರಾಮಾಂತರ •ತುಮಕೂರು •ಚಿಕ್ಕಬಳ್ಳಾಪುರ •ಮೈಸೂರು •ರಾಯಚೂರು •ಕೊಪ್ಪಳ •ಯಾದಗಿರಿ •ಕಲಬುರಗಿ •ಬಳ್ಳಾರಿ •ವಿಜಯನಗರ •ಬೀದರ [332,66,609,93]
registration-mark: ⊕ [0,755,16,776]
photo-caption: ಆಹಾರ ಬಗ್ಗೆ ಅಭಿಪ್ರಾಯಿಸಿದರು ಸಂಗೀತ ಪಠ್ಯಗಳು, ಮಕ್ಕಳಿಗೆ ಹಾಲು ಕುಡಿಸಲಾಯಿತು. ಶರಣ ಸಾಹಿತ್ಯದ ಕುರಿತು ಉಪನ್ಯಾಸ ಕಾರ್ಯಕ್ರಮವನ್ನು ಆಯೋಜಿಸಲಾಗಿತ್ತು. ಸಮಾರಂಭದಲ್ಲಿ ಹಲವಾರು ಗಣ್ಯರು, ಭಕ್ತರು ಭಾಗವಹಿಸಿದ್ದರು. ಇದೇ ಸಂದರ್ಭದಲ್ಲಿ ಸನ್ಮಾನ ಕಾರ್ಯಕ್ರಮ ನಡೆಯಿತು. [432,376,759,409]
logo: ಸುದ್ದಿಮೂಲ [20,62,131,97]
police-meeting-photo [482,518,704,574]
